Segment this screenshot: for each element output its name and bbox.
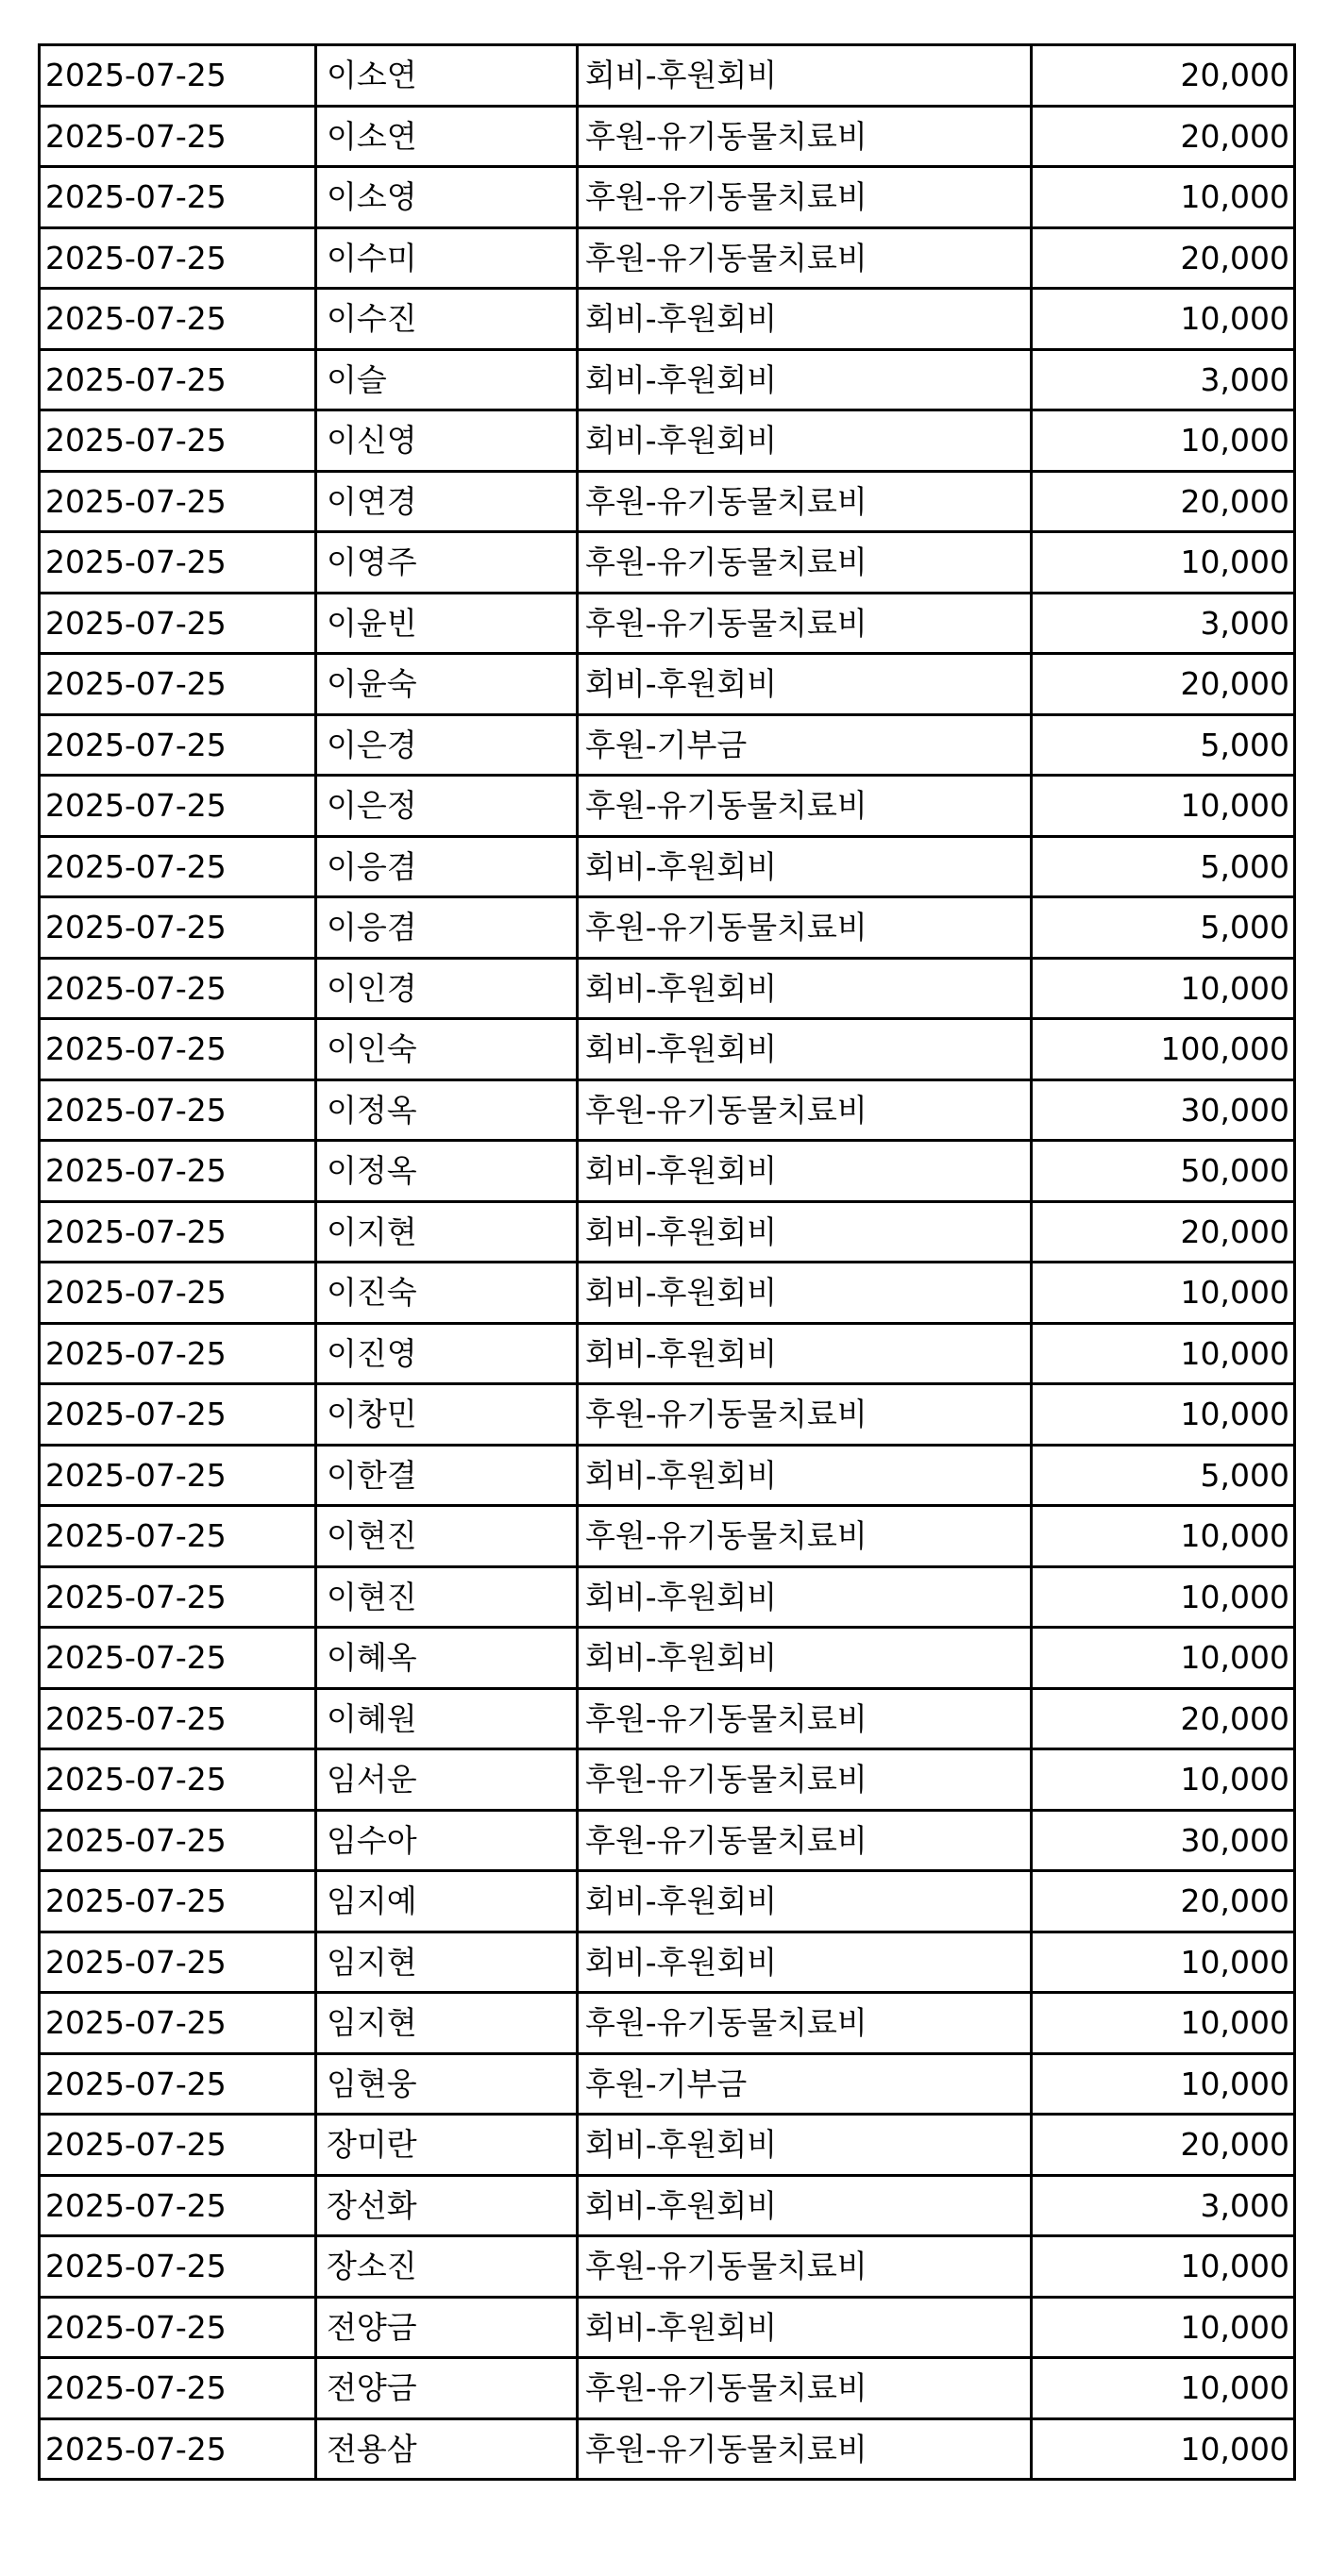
name-cell: 이창민 xyxy=(316,1384,578,1446)
amount-cell: 10,000 xyxy=(1032,1749,1295,1811)
amount-cell: 30,000 xyxy=(1032,1079,1295,1141)
table-row xyxy=(40,654,1295,715)
name-cell: 장미란 xyxy=(316,2115,578,2176)
date-cell: 2025-07-25 xyxy=(40,1384,316,1446)
table-row xyxy=(40,1810,1295,1871)
item-cell: 회비-후원회비 xyxy=(578,289,1032,350)
date-cell: 2025-07-25 xyxy=(40,227,316,289)
item-cell: 후원-유기동물치료비 xyxy=(578,532,1032,594)
date-cell: 2025-07-25 xyxy=(40,593,316,654)
name-cell: 이혜원 xyxy=(316,1688,578,1749)
item-cell: 후원-유기동물치료비 xyxy=(578,1810,1032,1871)
date-cell: 2025-07-25 xyxy=(40,654,316,715)
amount-cell: 10,000 xyxy=(1032,289,1295,350)
name-cell: 이지현 xyxy=(316,1201,578,1263)
table-row xyxy=(40,1506,1295,1567)
amount-cell: 10,000 xyxy=(1032,1323,1295,1384)
date-cell: 2025-07-25 xyxy=(40,1506,316,1567)
name-cell: 장선화 xyxy=(316,2175,578,2236)
table-row xyxy=(40,471,1295,532)
name-cell: 임지예 xyxy=(316,1871,578,1932)
table-row xyxy=(40,410,1295,472)
name-cell: 이윤숙 xyxy=(316,654,578,715)
amount-cell: 10,000 xyxy=(1032,958,1295,1019)
date-cell: 2025-07-25 xyxy=(40,2297,316,2358)
date-cell: 2025-07-25 xyxy=(40,836,316,897)
name-cell: 이수진 xyxy=(316,289,578,350)
name-cell: 이정옥 xyxy=(316,1141,578,1202)
date-cell: 2025-07-25 xyxy=(40,958,316,1019)
name-cell: 전용삼 xyxy=(316,2418,578,2480)
amount-cell: 3,000 xyxy=(1032,593,1295,654)
date-cell: 2025-07-25 xyxy=(40,1445,316,1506)
date-cell: 2025-07-25 xyxy=(40,2115,316,2176)
date-cell: 2025-07-25 xyxy=(40,2358,316,2419)
name-cell: 이영주 xyxy=(316,532,578,594)
item-cell: 회비-후원회비 xyxy=(578,1263,1032,1324)
item-cell: 후원-유기동물치료비 xyxy=(578,593,1032,654)
name-cell: 이인숙 xyxy=(316,1019,578,1080)
table-row xyxy=(40,2358,1295,2419)
date-cell: 2025-07-25 xyxy=(40,2418,316,2480)
amount-cell: 20,000 xyxy=(1032,227,1295,289)
table-row xyxy=(40,1749,1295,1811)
table-row xyxy=(40,45,1295,107)
table-row xyxy=(40,2053,1295,2115)
table-row xyxy=(40,1201,1295,1263)
table-row xyxy=(40,1384,1295,1446)
date-cell: 2025-07-25 xyxy=(40,1263,316,1324)
table-row xyxy=(40,1141,1295,1202)
item-cell: 후원-유기동물치료비 xyxy=(578,227,1032,289)
name-cell: 이소연 xyxy=(316,106,578,167)
amount-cell: 5,000 xyxy=(1032,714,1295,776)
amount-cell: 100,000 xyxy=(1032,1019,1295,1080)
date-cell: 2025-07-25 xyxy=(40,1810,316,1871)
item-cell: 회비-후원회비 xyxy=(578,836,1032,897)
amount-cell: 10,000 xyxy=(1032,410,1295,472)
table-row xyxy=(40,289,1295,350)
amount-cell: 30,000 xyxy=(1032,1810,1295,1871)
table-row xyxy=(40,2175,1295,2236)
item-cell: 회비-후원회비 xyxy=(578,1445,1032,1506)
name-cell: 이수미 xyxy=(316,227,578,289)
date-cell: 2025-07-25 xyxy=(40,1019,316,1080)
name-cell: 장소진 xyxy=(316,2236,578,2298)
date-cell: 2025-07-25 xyxy=(40,349,316,410)
table-row xyxy=(40,1628,1295,1689)
amount-cell: 10,000 xyxy=(1032,1932,1295,1993)
date-cell: 2025-07-25 xyxy=(40,714,316,776)
name-cell: 이슬 xyxy=(316,349,578,410)
amount-cell: 10,000 xyxy=(1032,1628,1295,1689)
item-cell: 후원-유기동물치료비 xyxy=(578,167,1032,228)
name-cell: 이한결 xyxy=(316,1445,578,1506)
ledger-body xyxy=(40,45,1295,2480)
name-cell: 이현진 xyxy=(316,1506,578,1567)
name-cell: 이응겸 xyxy=(316,897,578,959)
table-row xyxy=(40,714,1295,776)
item-cell: 회비-후원회비 xyxy=(578,2175,1032,2236)
date-cell: 2025-07-25 xyxy=(40,776,316,837)
amount-cell: 3,000 xyxy=(1032,2175,1295,2236)
name-cell: 전양금 xyxy=(316,2297,578,2358)
name-cell: 이연경 xyxy=(316,471,578,532)
amount-cell: 10,000 xyxy=(1032,2297,1295,2358)
amount-cell: 10,000 xyxy=(1032,1506,1295,1567)
table-row xyxy=(40,776,1295,837)
item-cell: 후원-기부금 xyxy=(578,714,1032,776)
date-cell: 2025-07-25 xyxy=(40,1871,316,1932)
amount-cell: 10,000 xyxy=(1032,1993,1295,2054)
item-cell: 후원-기부금 xyxy=(578,2053,1032,2115)
name-cell: 이진영 xyxy=(316,1323,578,1384)
table-row xyxy=(40,1566,1295,1628)
item-cell: 후원-유기동물치료비 xyxy=(578,1993,1032,2054)
date-cell: 2025-07-25 xyxy=(40,1323,316,1384)
donation-ledger-table xyxy=(38,43,1296,2481)
table-row xyxy=(40,1323,1295,1384)
name-cell: 임서운 xyxy=(316,1749,578,1811)
date-cell: 2025-07-25 xyxy=(40,1201,316,1263)
amount-cell: 20,000 xyxy=(1032,1871,1295,1932)
item-cell: 회비-후원회비 xyxy=(578,349,1032,410)
amount-cell: 10,000 xyxy=(1032,776,1295,837)
name-cell: 이인경 xyxy=(316,958,578,1019)
name-cell: 임현웅 xyxy=(316,2053,578,2115)
date-cell: 2025-07-25 xyxy=(40,2175,316,2236)
table-row xyxy=(40,1688,1295,1749)
table-row xyxy=(40,1079,1295,1141)
table-row xyxy=(40,2115,1295,2176)
item-cell: 회비-후원회비 xyxy=(578,1019,1032,1080)
item-cell: 회비-후원회비 xyxy=(578,1323,1032,1384)
name-cell: 전양금 xyxy=(316,2358,578,2419)
amount-cell: 5,000 xyxy=(1032,1445,1295,1506)
date-cell: 2025-07-25 xyxy=(40,1566,316,1628)
item-cell: 회비-후원회비 xyxy=(578,410,1032,472)
item-cell: 회비-후원회비 xyxy=(578,1628,1032,1689)
name-cell: 임지현 xyxy=(316,1993,578,2054)
item-cell: 후원-유기동물치료비 xyxy=(578,1079,1032,1141)
item-cell: 후원-유기동물치료비 xyxy=(578,471,1032,532)
table-row xyxy=(40,1445,1295,1506)
item-cell: 회비-후원회비 xyxy=(578,2115,1032,2176)
name-cell: 이신영 xyxy=(316,410,578,472)
amount-cell: 10,000 xyxy=(1032,2053,1295,2115)
date-cell: 2025-07-25 xyxy=(40,1141,316,1202)
amount-cell: 20,000 xyxy=(1032,1688,1295,1749)
table-row xyxy=(40,1932,1295,1993)
date-cell: 2025-07-25 xyxy=(40,2053,316,2115)
date-cell: 2025-07-25 xyxy=(40,167,316,228)
item-cell: 회비-후원회비 xyxy=(578,1201,1032,1263)
name-cell: 이현진 xyxy=(316,1566,578,1628)
amount-cell: 10,000 xyxy=(1032,2236,1295,2298)
item-cell: 후원-유기동물치료비 xyxy=(578,897,1032,959)
item-cell: 회비-후원회비 xyxy=(578,958,1032,1019)
date-cell: 2025-07-25 xyxy=(40,1079,316,1141)
date-cell: 2025-07-25 xyxy=(40,532,316,594)
item-cell: 회비-후원회비 xyxy=(578,1932,1032,1993)
table-row xyxy=(40,1019,1295,1080)
amount-cell: 5,000 xyxy=(1032,897,1295,959)
name-cell: 이진숙 xyxy=(316,1263,578,1324)
amount-cell: 20,000 xyxy=(1032,654,1295,715)
item-cell: 후원-유기동물치료비 xyxy=(578,776,1032,837)
item-cell: 회비-후원회비 xyxy=(578,1871,1032,1932)
name-cell: 이은경 xyxy=(316,714,578,776)
date-cell: 2025-07-25 xyxy=(40,1993,316,2054)
item-cell: 후원-유기동물치료비 xyxy=(578,2236,1032,2298)
table-row xyxy=(40,958,1295,1019)
table-row xyxy=(40,2418,1295,2480)
date-cell: 2025-07-25 xyxy=(40,1932,316,1993)
amount-cell: 20,000 xyxy=(1032,471,1295,532)
amount-cell: 10,000 xyxy=(1032,532,1295,594)
amount-cell: 20,000 xyxy=(1032,106,1295,167)
table-row xyxy=(40,532,1295,594)
item-cell: 회비-후원회비 xyxy=(578,1566,1032,1628)
table-row xyxy=(40,1993,1295,2054)
item-cell: 회비-후원회비 xyxy=(578,1141,1032,1202)
name-cell: 이윤빈 xyxy=(316,593,578,654)
amount-cell: 50,000 xyxy=(1032,1141,1295,1202)
amount-cell: 5,000 xyxy=(1032,836,1295,897)
date-cell: 2025-07-25 xyxy=(40,1749,316,1811)
date-cell: 2025-07-25 xyxy=(40,1688,316,1749)
name-cell: 임수아 xyxy=(316,1810,578,1871)
item-cell: 후원-유기동물치료비 xyxy=(578,2358,1032,2419)
table-row xyxy=(40,593,1295,654)
item-cell: 회비-후원회비 xyxy=(578,654,1032,715)
table-row xyxy=(40,349,1295,410)
date-cell: 2025-07-25 xyxy=(40,897,316,959)
item-cell: 후원-유기동물치료비 xyxy=(578,1506,1032,1567)
item-cell: 후원-유기동물치료비 xyxy=(578,1749,1032,1811)
date-cell: 2025-07-25 xyxy=(40,45,316,107)
amount-cell: 10,000 xyxy=(1032,2358,1295,2419)
amount-cell: 20,000 xyxy=(1032,1201,1295,1263)
amount-cell: 10,000 xyxy=(1032,1263,1295,1324)
date-cell: 2025-07-25 xyxy=(40,106,316,167)
table-row xyxy=(40,167,1295,228)
name-cell: 이혜옥 xyxy=(316,1628,578,1689)
item-cell: 회비-후원회비 xyxy=(578,45,1032,107)
item-cell: 후원-유기동물치료비 xyxy=(578,1688,1032,1749)
date-cell: 2025-07-25 xyxy=(40,410,316,472)
item-cell: 후원-유기동물치료비 xyxy=(578,2418,1032,2480)
date-cell: 2025-07-25 xyxy=(40,289,316,350)
amount-cell: 10,000 xyxy=(1032,1566,1295,1628)
name-cell: 이응겸 xyxy=(316,836,578,897)
item-cell: 후원-유기동물치료비 xyxy=(578,1384,1032,1446)
amount-cell: 20,000 xyxy=(1032,2115,1295,2176)
date-cell: 2025-07-25 xyxy=(40,471,316,532)
table-row xyxy=(40,227,1295,289)
name-cell: 이소영 xyxy=(316,167,578,228)
table-row xyxy=(40,2236,1295,2298)
table-row xyxy=(40,106,1295,167)
name-cell: 임지현 xyxy=(316,1932,578,1993)
item-cell: 후원-유기동물치료비 xyxy=(578,106,1032,167)
table-row xyxy=(40,1871,1295,1932)
name-cell: 이소연 xyxy=(316,45,578,107)
date-cell: 2025-07-25 xyxy=(40,2236,316,2298)
name-cell: 이정옥 xyxy=(316,1079,578,1141)
table-row xyxy=(40,897,1295,959)
amount-cell: 20,000 xyxy=(1032,45,1295,107)
amount-cell: 10,000 xyxy=(1032,167,1295,228)
table-row xyxy=(40,2297,1295,2358)
table-row xyxy=(40,836,1295,897)
date-cell: 2025-07-25 xyxy=(40,1628,316,1689)
amount-cell: 10,000 xyxy=(1032,2418,1295,2480)
item-cell: 회비-후원회비 xyxy=(578,2297,1032,2358)
name-cell: 이은정 xyxy=(316,776,578,837)
amount-cell: 3,000 xyxy=(1032,349,1295,410)
table-row xyxy=(40,1263,1295,1324)
amount-cell: 10,000 xyxy=(1032,1384,1295,1446)
